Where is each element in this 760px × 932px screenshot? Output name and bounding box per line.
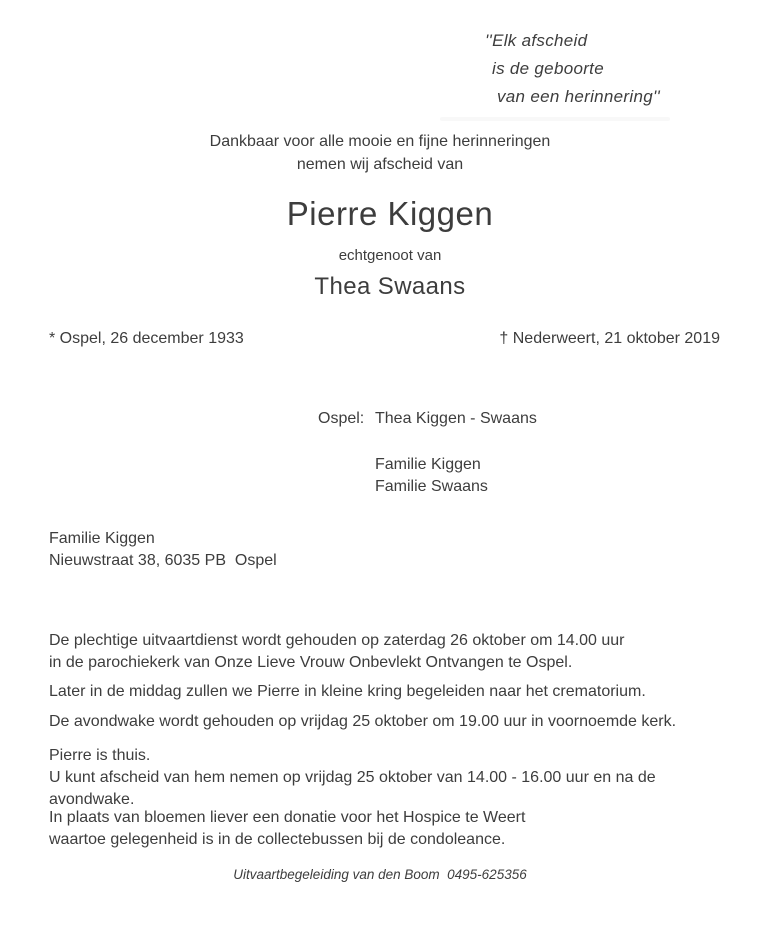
correspondence-address <box>49 528 277 572</box>
funeral-director-credit: Uitvaartbegeleiding van den Boom 0495-625356 <box>233 867 527 882</box>
wake-paragraph <box>49 711 739 733</box>
paragraph-line: De avondwake wordt gehouden op vrijdag 25 oktober om 19.00 uur in voornoemde kerk. <box>49 713 677 730</box>
paragraph-line: U kunt afscheid van hem nemen op vrijdag 25 oktober van 14.00 - 16.00 uur en na de avondwake. <box>49 769 656 808</box>
quote-line: van een herinnering'' <box>497 87 661 106</box>
crematorium-paragraph <box>49 681 739 703</box>
paragraph-line: Later in de middag zullen we Pierre in kleine kring begeleiden naar het crematorium. <box>49 683 646 700</box>
address-line: Nieuwstraat 38, 6035 PB Ospel <box>49 552 277 569</box>
paragraph-line: Pierre is thuis. <box>49 747 151 764</box>
deceased-name: Pierre Kiggen <box>286 195 494 232</box>
birth-date: * Ospel, 26 december 1933 <box>49 330 244 347</box>
survivor-spouse: Thea Kiggen - Swaans <box>375 410 537 427</box>
service-paragraph <box>49 630 739 674</box>
paragraph-line: De plechtige uitvaartdienst wordt gehouden op zaterdag 26 oktober om 14.00 uur <box>49 632 625 649</box>
intro-text <box>0 130 760 176</box>
survivors-place-label: Ospel: <box>318 410 365 427</box>
opening-quote <box>485 27 660 111</box>
spouse-name: Thea Swaans <box>314 273 466 300</box>
paragraph-line: waartoe gelegenheid is in de collectebussen bij de condoleance. <box>49 831 506 848</box>
scan-artifact <box>440 117 670 121</box>
deceased-block <box>10 196 760 301</box>
quote-line: is de geboorte <box>492 59 604 78</box>
death-date: † Nederweert, 21 oktober 2019 <box>499 330 720 347</box>
intro-line: nemen wij afscheid van <box>296 156 464 173</box>
address-line: Familie Kiggen <box>49 530 155 547</box>
donation-paragraph <box>49 807 739 851</box>
intro-line: Dankbaar voor alle mooie en fijne herinneringen <box>209 133 551 150</box>
survivor-family: Familie Swaans <box>375 478 488 495</box>
paragraph-line: In plaats van bloemen liever een donatie voor het Hospice te Weert <box>49 809 526 826</box>
relation-text: echtgenoot van <box>338 247 442 264</box>
visiting-paragraph <box>49 745 739 811</box>
survivors-block <box>318 408 537 498</box>
quote-line: ''Elk afscheid <box>485 31 588 50</box>
paragraph-line: in de parochiekerk van Onze Lieve Vrouw Onbevlekt Ontvangen te Ospel. <box>49 654 573 671</box>
life-dates <box>49 330 720 348</box>
survivor-family: Familie Kiggen <box>375 456 481 473</box>
